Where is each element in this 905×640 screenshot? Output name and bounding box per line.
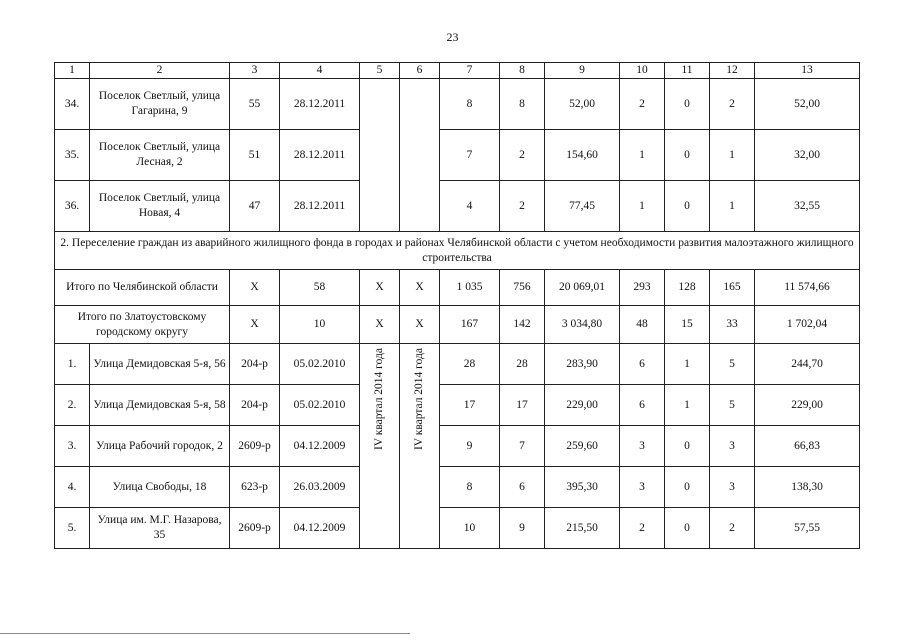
cell: 58	[280, 270, 360, 306]
table-row	[55, 508, 860, 549]
quarter-cell	[360, 344, 400, 549]
cell: 7	[500, 426, 545, 467]
address: Улица Свободы, 18	[90, 467, 230, 508]
cell: Х	[400, 270, 440, 306]
cell: 28	[500, 344, 545, 385]
cell: 204-р	[230, 344, 280, 385]
cell: 165	[710, 270, 755, 306]
address: Поселок Светлый, улица Лесная, 2	[90, 130, 230, 181]
cell: 55	[230, 79, 280, 130]
col-header: 1	[55, 63, 90, 79]
cell: 1 035	[440, 270, 500, 306]
cell: 9	[440, 426, 500, 467]
cell: 2	[500, 130, 545, 181]
address: Улица Демидовская 5-я, 56	[90, 344, 230, 385]
cell: 138,30	[755, 467, 860, 508]
cell: 1	[620, 130, 665, 181]
cell: 1	[710, 181, 755, 232]
cell: 32,55	[755, 181, 860, 232]
cell: 8	[440, 467, 500, 508]
quarter-label: IV квартал 2014 года	[413, 348, 425, 451]
cell: 2	[500, 181, 545, 232]
date: 28.12.2011	[280, 181, 360, 232]
address: Поселок Светлый, улица Новая, 4	[90, 181, 230, 232]
cell: 9	[500, 508, 545, 549]
cell: 0	[665, 508, 710, 549]
table-row	[55, 130, 860, 181]
cell: 28	[440, 344, 500, 385]
col-header: 6	[400, 63, 440, 79]
col-header: 9	[545, 63, 620, 79]
cell: 259,60	[545, 426, 620, 467]
cell: Х	[360, 270, 400, 306]
cell: 1 702,04	[755, 306, 860, 344]
cell: 77,45	[545, 181, 620, 232]
date: 26.03.2009	[280, 467, 360, 508]
header-row	[55, 63, 860, 79]
date: 04.12.2009	[280, 508, 360, 549]
cell: 11 574,66	[755, 270, 860, 306]
col-header: 3	[230, 63, 280, 79]
cell: 623-р	[230, 467, 280, 508]
cell: 4	[440, 181, 500, 232]
cell: Х	[230, 270, 280, 306]
cell: 2	[620, 79, 665, 130]
section-title: 2. Переселение граждан из аварийного жилищного фонда в городах и районах Челябинской области с учетом необходимости развития малоэтажного жилищного строительства	[55, 232, 860, 270]
cell: 0	[665, 181, 710, 232]
cell: 1	[620, 181, 665, 232]
cell: 52,00	[545, 79, 620, 130]
cell: 756	[500, 270, 545, 306]
total-label: Итого по Златоустовскому городскому округу	[55, 306, 230, 344]
page-number: 23	[446, 30, 459, 44]
row-number: 1.	[55, 344, 90, 385]
date: 28.12.2011	[280, 130, 360, 181]
cell: Х	[230, 306, 280, 344]
cell: 2	[620, 508, 665, 549]
address: Поселок Светлый, улица Гагарина, 9	[90, 79, 230, 130]
col-header: 12	[710, 63, 755, 79]
row-number: 2.	[55, 385, 90, 426]
cell: 5	[710, 344, 755, 385]
cell: 17	[500, 385, 545, 426]
cell: 3 034,80	[545, 306, 620, 344]
date: 05.02.2010	[280, 344, 360, 385]
address: Улица им. М.Г. Назарова, 35	[90, 508, 230, 549]
cell: 6	[620, 344, 665, 385]
cell: 3	[620, 467, 665, 508]
col-header: 11	[665, 63, 710, 79]
date: 28.12.2011	[280, 79, 360, 130]
cell: 17	[440, 385, 500, 426]
col-header: 5	[360, 63, 400, 79]
row-number: 35.	[55, 130, 90, 181]
table-row	[55, 467, 860, 508]
col-header: 10	[620, 63, 665, 79]
cell: 3	[710, 426, 755, 467]
cell: 2609-р	[230, 508, 280, 549]
cell: 293	[620, 270, 665, 306]
table-row	[55, 426, 860, 467]
footnote-divider	[0, 633, 410, 634]
row-number: 5.	[55, 508, 90, 549]
table-row	[55, 385, 860, 426]
row-number: 4.	[55, 467, 90, 508]
cell: 0	[665, 79, 710, 130]
address: Улица Рабочий городок, 2	[90, 426, 230, 467]
cell: 10	[280, 306, 360, 344]
cell: 395,30	[545, 467, 620, 508]
cell: 229,00	[545, 385, 620, 426]
col-header: 13	[755, 63, 860, 79]
table-row	[55, 79, 860, 130]
cell: 51	[230, 130, 280, 181]
cell: 0	[665, 426, 710, 467]
col-header: 7	[440, 63, 500, 79]
cell: 33	[710, 306, 755, 344]
cell: 3	[620, 426, 665, 467]
cell: 2609-р	[230, 426, 280, 467]
table-row	[55, 181, 860, 232]
cell: 167	[440, 306, 500, 344]
merged-empty-cell	[400, 79, 440, 232]
section-row	[55, 232, 860, 270]
cell: 1	[665, 385, 710, 426]
total-district-row	[55, 306, 860, 344]
total-region-row	[55, 270, 860, 306]
cell: 47	[230, 181, 280, 232]
cell: 20 069,01	[545, 270, 620, 306]
address: Улица Демидовская 5-я, 58	[90, 385, 230, 426]
col-header: 4	[280, 63, 360, 79]
cell: 10	[440, 508, 500, 549]
date: 04.12.2009	[280, 426, 360, 467]
cell: 154,60	[545, 130, 620, 181]
date: 05.02.2010	[280, 385, 360, 426]
cell: 229,00	[755, 385, 860, 426]
cell: 2	[710, 508, 755, 549]
row-number: 3.	[55, 426, 90, 467]
cell: 244,70	[755, 344, 860, 385]
quarter-label: IV квартал 2014 года	[373, 348, 385, 451]
resettlement-table	[54, 62, 860, 549]
cell: 128	[665, 270, 710, 306]
cell: 6	[500, 467, 545, 508]
cell: 57,55	[755, 508, 860, 549]
cell: 8	[500, 79, 545, 130]
cell: 204-р	[230, 385, 280, 426]
row-number: 36.	[55, 181, 90, 232]
cell: 32,00	[755, 130, 860, 181]
cell: Х	[400, 306, 440, 344]
cell: 52,00	[755, 79, 860, 130]
quarter-cell	[400, 344, 440, 549]
row-number: 34.	[55, 79, 90, 130]
cell: 48	[620, 306, 665, 344]
cell: 215,50	[545, 508, 620, 549]
cell: 283,90	[545, 344, 620, 385]
cell: 5	[710, 385, 755, 426]
col-header: 2	[90, 63, 230, 79]
col-header: 8	[500, 63, 545, 79]
cell: 6	[620, 385, 665, 426]
cell: 142	[500, 306, 545, 344]
merged-empty-cell	[360, 79, 400, 232]
cell: 8	[440, 79, 500, 130]
cell: Х	[360, 306, 400, 344]
cell: 1	[665, 344, 710, 385]
cell: 1	[710, 130, 755, 181]
total-label: Итого по Челябинской области	[55, 270, 230, 306]
cell: 0	[665, 467, 710, 508]
cell: 7	[440, 130, 500, 181]
cell: 2	[710, 79, 755, 130]
table-row	[55, 344, 860, 385]
cell: 15	[665, 306, 710, 344]
cell: 66,83	[755, 426, 860, 467]
cell: 0	[665, 130, 710, 181]
cell: 3	[710, 467, 755, 508]
